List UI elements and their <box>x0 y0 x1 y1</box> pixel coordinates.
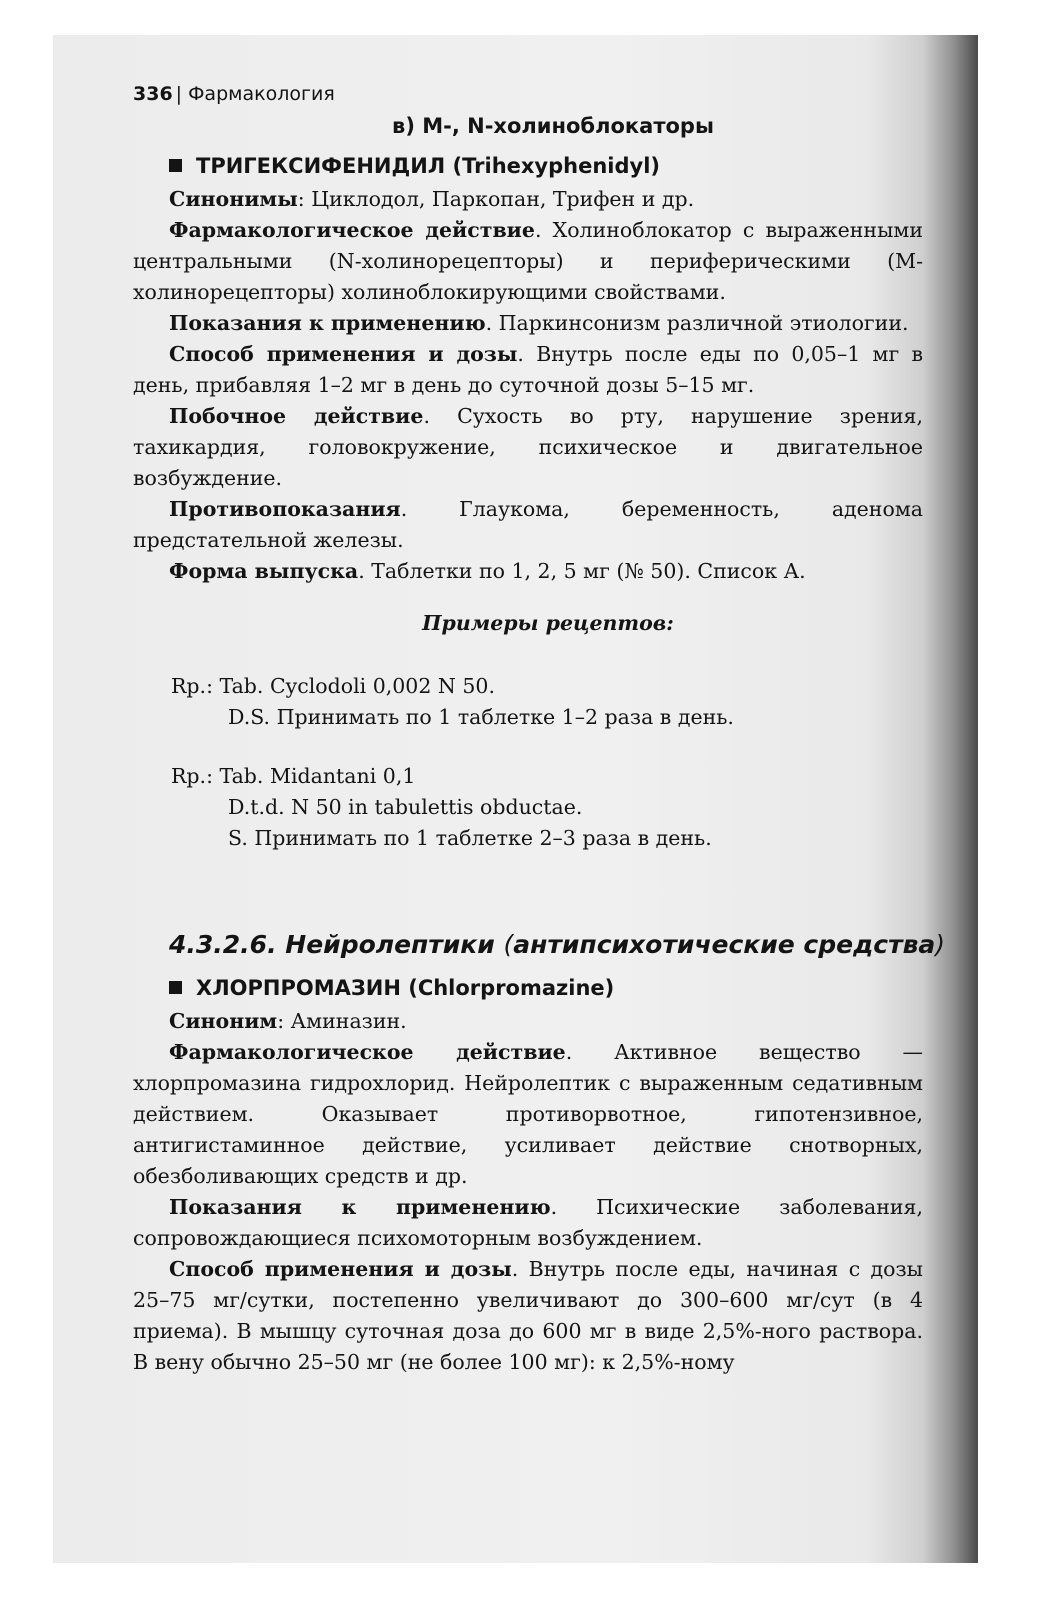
contraindications-paragraph <box>133 494 923 556</box>
section-subtitle: антипсихотические средства <box>513 930 936 959</box>
term-label: Способ применения и дозы <box>169 1257 512 1281</box>
synonym-paragraph <box>133 1006 923 1037</box>
side-effects-paragraph <box>133 401 923 494</box>
section-title: Нейролептики <box>285 930 495 959</box>
action-paragraph <box>133 215 923 308</box>
term-label: Фармакологическое действие <box>169 218 535 242</box>
indications-paragraph <box>133 1192 923 1254</box>
action-paragraph <box>133 1037 923 1192</box>
prescription-line: S. Принимать по 1 таблетке 2–3 раза в день. <box>228 826 712 850</box>
book-page <box>133 80 946 1378</box>
term-text: . Психические заболевания, сопровождающиеся психомоторным возбуждением. <box>133 1195 923 1250</box>
term-text: : Циклодол, Паркопан, Трифен и др. <box>297 187 695 211</box>
term-label: Фармакологическое действие <box>169 1040 566 1064</box>
prescription-2 <box>133 761 923 854</box>
term-text: . Холиноблокатор с выраженными центральными (N-холинорецепторы) и периферическими (М-холинорецепторы) холиноблокирующими свойствами. <box>133 218 923 304</box>
term-label: Противопоказания <box>169 497 401 521</box>
term-text: . Паркинсонизм различной этиологии. <box>485 311 909 335</box>
open-paren: ( <box>503 930 514 959</box>
subsection-heading: в) М-, N-холиноблокаторы <box>392 114 714 138</box>
book-title: Фармакология <box>188 83 335 105</box>
term-text: : Аминазин. <box>277 1009 407 1033</box>
bullet-square-icon <box>169 981 182 994</box>
prescription-line: Rp.: Tab. Midantani 0,1 <box>171 764 416 788</box>
term-label: Побочное действие <box>169 404 424 428</box>
page-number: 336 <box>133 83 173 105</box>
header-separator: | <box>175 83 183 105</box>
synonyms-paragraph <box>133 184 923 215</box>
indications-paragraph <box>133 308 923 339</box>
prescription-1 <box>133 671 923 733</box>
dosage-paragraph <box>133 1254 923 1378</box>
running-header <box>133 80 923 108</box>
term-text: . Внутрь после еды по 0,05–1 мг в день, прибавляя 1–2 мг в день до суточной дозы 5–15 мг. <box>133 342 923 397</box>
term-label: Способ применения и дозы <box>169 342 518 366</box>
dosage-paragraph <box>133 339 923 401</box>
prescription-line: D.S. Принимать по 1 таблетке 1–2 раза в день. <box>228 705 734 729</box>
bullet-square-icon <box>169 159 182 172</box>
term-label: Синонимы <box>169 187 298 211</box>
term-label: Синоним <box>169 1009 278 1033</box>
term-text: . Таблетки по 1, 2, 5 мг (№ 50). Список А. <box>358 559 806 583</box>
drug-name: ТРИГЕКСИФЕНИДИЛ (Trihexyphenidyl) <box>196 154 661 178</box>
term-text: . Сухость во рту, нарушение зрения, тахикардия, головокружение, психическое и двигательное возбуждение. <box>133 404 924 490</box>
term-label: Форма выпуска <box>169 559 359 583</box>
prescription-line: D.t.d. N 50 in tabulettis obductae. <box>228 795 583 819</box>
term-label: Показания к применению <box>169 311 486 335</box>
drug-heading-trihexyphenidyl <box>133 148 923 184</box>
drug-name: ХЛОРПРОМАЗИН (Chlorpromazine) <box>196 976 615 1000</box>
term-text: . Глаукома, беременность, аденома предстательной железы. <box>133 497 923 552</box>
term-label: Показания к применению <box>169 1195 551 1219</box>
form-paragraph <box>133 556 923 587</box>
section-number: 4.3.2.6. <box>169 930 277 959</box>
prescription-examples-title: Примеры рецептов: <box>422 611 674 635</box>
close-paren: ) <box>935 930 946 959</box>
drug-heading-chlorpromazine <box>133 970 923 1006</box>
prescription-line: Rp.: Tab. Cyclodoli 0,002 N 50. <box>171 674 495 698</box>
term-text: . Внутрь после еды, начиная с дозы 25–75 мг/сутки, постепенно увеличивают до 300–600 мг/сут (в 4 приема). В мышцу суточная доза до 600 мг в виде 2,5%-ного раствора. В вену обычно 25–50 мг (не более 100 мг): к 2,5%-ному <box>133 1257 923 1374</box>
section-heading <box>133 924 946 966</box>
term-text: . Активное вещество — хлорпромазина гидрохлорид. Нейролептик с выраженным седативным действием. Оказывает противорвотное, гипотензивное, антигистаминное действие, усиливает действие снотворных, обезболивающих средств и др. <box>133 1040 923 1188</box>
